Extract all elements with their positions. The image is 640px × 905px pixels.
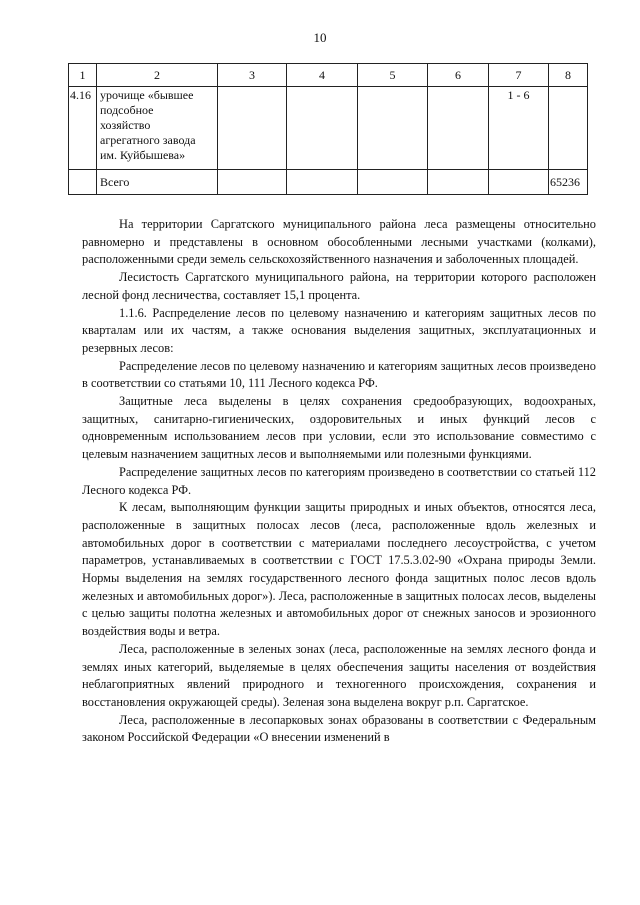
total-value: 65236 bbox=[549, 170, 588, 195]
paragraph: Лесистость Саргатского муниципального района, на территории которого расположен лесной фонд лесничества, составляет 15,1 процента. bbox=[82, 270, 596, 302]
table-header-cell: 3 bbox=[218, 64, 287, 87]
table-cell bbox=[489, 170, 549, 195]
forest-areas-table bbox=[68, 63, 588, 195]
document-body bbox=[82, 216, 596, 747]
table-header-cell: 1 bbox=[69, 64, 97, 87]
table-cell bbox=[287, 87, 358, 170]
table-header-cell: 2 bbox=[97, 64, 218, 87]
table-cell bbox=[358, 87, 428, 170]
table-cell bbox=[69, 170, 97, 195]
table-cell bbox=[428, 170, 489, 195]
paragraph: Леса, расположенные в лесопарковых зонах образованы в соответствии с Федеральным законом Российской Федерации «О внесении изменений в bbox=[82, 712, 596, 745]
tract-name-line: урочище «бывшее bbox=[100, 88, 194, 102]
tract-name-line: им. Куйбышева» bbox=[100, 148, 186, 162]
page-number: 10 bbox=[313, 30, 327, 45]
table-cell bbox=[218, 87, 287, 170]
tract-name-line: агрегатного завода bbox=[100, 133, 196, 147]
row-number-cell: 4.16 bbox=[69, 87, 97, 170]
paragraph: На территории Саргатского муниципального района леса размещены относительно равномерно и представлены в основном обособленными лесными участками (колками), расположенными среди земель сельскохозяйственного назначения и заболоченных площадей. bbox=[82, 217, 596, 267]
table-total-row bbox=[69, 170, 588, 195]
table-row bbox=[69, 87, 588, 170]
tract-name-line: подсобное bbox=[100, 103, 154, 117]
table-cell bbox=[218, 170, 287, 195]
paragraph: Распределение лесов по целевому назначению и категориям защитных лесов произведено в соответствии со статьями 10, 111 Лесного кодекса РФ. bbox=[82, 358, 596, 391]
total-label: Всего bbox=[97, 170, 218, 195]
paragraph: Леса, расположенные в зеленых зонах (леса, расположенные на землях лесного фонда и землях иных категорий, выделяемые в целях обеспечения защиты населения от воздействия неблагоприятных явлений природного и техногенного происхождения, сохранения и восстановления окружающей среды). Зеленая зона выделена вокруг р.п. Саргатское. bbox=[82, 641, 596, 709]
table-header-cell: 7 bbox=[489, 64, 549, 87]
table-header-cell: 4 bbox=[287, 64, 358, 87]
area-cell bbox=[549, 87, 588, 170]
tract-name-cell bbox=[97, 87, 218, 170]
table-cell bbox=[287, 170, 358, 195]
paragraph: К лесам, выполняющим функции защиты природных и иных объектов, относятся леса, расположенные в защитных полосах лесов (леса, расположенные вдоль железных и автомобильных дорог в соответствии с материалами последнего лесоустройства, с учетом параметров, устанавливаемых в соответствии с ГОСТ 17.5.3.02-90 «Охрана природы Земли. Нормы выделения на землях государственного лесного фонда защитных полос лесов вдоль железных и автомобильных дорог»). Леса, расположенные в защитных полосах лесов, выделены с целью защиты полотна железных и автомобильных дорог от снежных заносов и эрозионного воздействия воды и ветра. bbox=[82, 500, 596, 639]
paragraph: Защитные леса выделены в целях сохранения средообразующих, водоохраных, защитных, санитарно-гигиенических, оздоровительных и иных функций лесов с одновременным использованием лесов при условии, если это использование совместимо с целевым назначением защитных лесов и выполняемыми или полезными функциями. bbox=[82, 394, 596, 462]
table-header-cell: 5 bbox=[358, 64, 428, 87]
quarters-cell: 1 - 6 bbox=[489, 87, 549, 170]
paragraph: Распределение защитных лесов по категориям произведено в соответствии со статьей 112 Лесного кодекса РФ. bbox=[82, 464, 596, 497]
table-header-row bbox=[69, 64, 588, 87]
table-cell bbox=[358, 170, 428, 195]
paragraph: 1.1.6. Распределение лесов по целевому назначению и категориям защитных лесов по кварталам или их частям, а также основания выделения защитных, эксплуатационных и резервных лесов: bbox=[82, 305, 596, 355]
table-cell bbox=[428, 87, 489, 170]
table-header-cell: 8 bbox=[549, 64, 588, 87]
table-header-cell: 6 bbox=[428, 64, 489, 87]
tract-name-line: хозяйство bbox=[100, 118, 151, 132]
